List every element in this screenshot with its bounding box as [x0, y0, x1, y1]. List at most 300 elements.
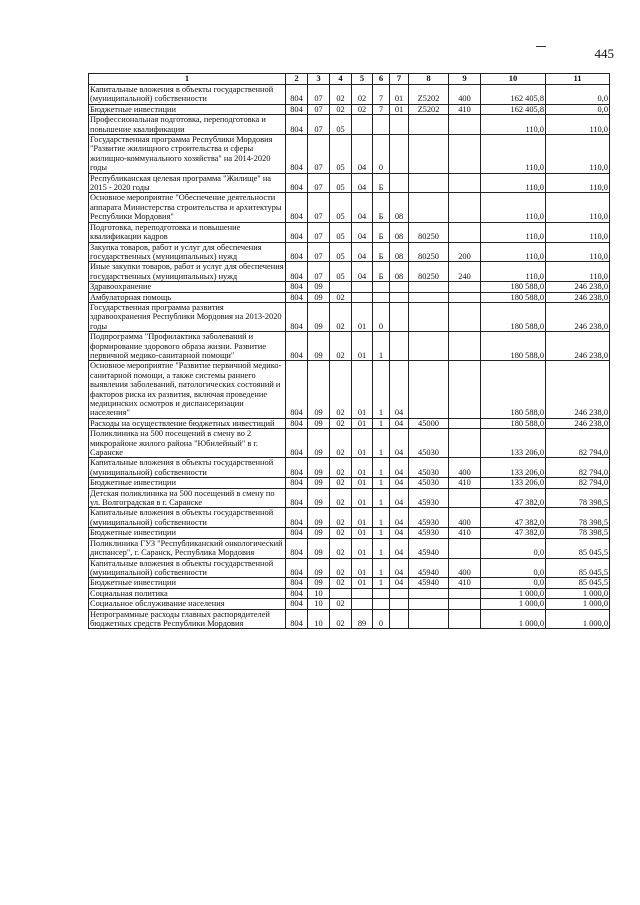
code-section-cell: 09: [308, 558, 330, 578]
code-section-cell: 09: [308, 528, 330, 538]
table-row: [89, 302, 610, 331]
header-cell: 10: [481, 74, 546, 85]
code-program-cell: 01: [352, 332, 373, 361]
table-row: [89, 558, 610, 578]
header-cell: 1: [89, 74, 286, 85]
amount-year-2-cell: 246 238,0: [546, 302, 610, 331]
code-event-cell: [390, 302, 409, 331]
table-row: [89, 193, 610, 222]
item-name-cell: Социальная политика: [89, 588, 286, 598]
table-row: [89, 588, 610, 598]
code-event-cell: 04: [390, 528, 409, 538]
code-program-cell: 01: [352, 478, 373, 488]
code-direction-cell: 45930: [409, 508, 449, 528]
code-ministry-cell: 804: [286, 599, 308, 609]
code-subprogram-cell: 1: [373, 558, 390, 578]
code-ministry-cell: 804: [286, 115, 308, 135]
item-name-cell: Расходы на осуществление бюджетных инвестиций: [89, 418, 286, 428]
code-event-cell: 04: [390, 361, 409, 418]
code-expense-type-cell: 410: [449, 478, 481, 488]
code-program-cell: 01: [352, 558, 373, 578]
code-section-cell: 09: [308, 578, 330, 588]
header-cell: 6: [373, 74, 390, 85]
code-ministry-cell: 804: [286, 588, 308, 598]
item-name-cell: Детская поликлиника на 500 посещений в смену по ул. Волгоградская в г. Саранске: [89, 488, 286, 508]
code-event-cell: [390, 332, 409, 361]
code-subprogram-cell: 1: [373, 332, 390, 361]
code-subsection-cell: 02: [330, 609, 352, 629]
code-subsection-cell: 02: [330, 528, 352, 538]
code-event-cell: 04: [390, 418, 409, 428]
code-program-cell: 01: [352, 508, 373, 528]
code-section-cell: 10: [308, 609, 330, 629]
code-expense-type-cell: [449, 292, 481, 302]
code-program-cell: [352, 115, 373, 135]
code-expense-type-cell: 400: [449, 85, 481, 105]
code-event-cell: 01: [390, 85, 409, 105]
code-subprogram-cell: [373, 282, 390, 292]
code-ministry-cell: 804: [286, 135, 308, 174]
code-expense-type-cell: [449, 609, 481, 629]
header-row: [89, 74, 610, 85]
item-name-cell: Капитальные вложения в объекты государственной (муниципальной) собственности: [89, 508, 286, 528]
code-direction-cell: 45940: [409, 578, 449, 588]
code-event-cell: 04: [390, 458, 409, 478]
amount-year-2-cell: 82 794,0: [546, 429, 610, 458]
code-subprogram-cell: 1: [373, 478, 390, 488]
code-program-cell: 01: [352, 458, 373, 478]
code-subsection-cell: 05: [330, 242, 352, 262]
code-direction-cell: [409, 173, 449, 193]
amount-year-2-cell: 110,0: [546, 135, 610, 174]
code-expense-type-cell: [449, 588, 481, 598]
code-subprogram-cell: [373, 599, 390, 609]
code-section-cell: 07: [308, 262, 330, 282]
table-row: [89, 332, 610, 361]
code-direction-cell: 45930: [409, 528, 449, 538]
amount-year-2-cell: 110,0: [546, 193, 610, 222]
amount-year-2-cell: 78 398,5: [546, 488, 610, 508]
item-name-cell: Основное мероприятие "Развитие первичной медико-санитарной помощи, а также системы раннего выявления заболеваний, патологических состояний и факторов риска их развития, включая проведение медицинских осмотров и диспансеризации населения": [89, 361, 286, 418]
table-row: [89, 528, 610, 538]
code-program-cell: [352, 588, 373, 598]
code-direction-cell: [409, 332, 449, 361]
item-name-cell: Поликлиника ГУЗ "Республиканский онкологический диспансер", г. Саранск, Республика Мордовия: [89, 538, 286, 558]
header-cell: 5: [352, 74, 373, 85]
code-expense-type-cell: 400: [449, 458, 481, 478]
amount-year-1-cell: 1 000,0: [481, 599, 546, 609]
code-direction-cell: [409, 292, 449, 302]
code-subprogram-cell: Б: [373, 173, 390, 193]
code-program-cell: 01: [352, 302, 373, 331]
top-dash-mark: [536, 46, 546, 47]
amount-year-1-cell: 0,0: [481, 558, 546, 578]
code-program-cell: [352, 292, 373, 302]
code-subprogram-cell: 7: [373, 104, 390, 114]
code-subprogram-cell: 7: [373, 85, 390, 105]
table-row: [89, 115, 610, 135]
code-direction-cell: [409, 135, 449, 174]
item-name-cell: Капитальные вложения в объекты государственной (муниципальной) собственности: [89, 558, 286, 578]
code-section-cell: 10: [308, 599, 330, 609]
code-expense-type-cell: 400: [449, 558, 481, 578]
amount-year-1-cell: 180 588,0: [481, 418, 546, 428]
item-name-cell: Бюджетные инвестиции: [89, 104, 286, 114]
code-subprogram-cell: Б: [373, 193, 390, 222]
amount-year-1-cell: 1 000,0: [481, 609, 546, 629]
code-expense-type-cell: [449, 135, 481, 174]
code-event-cell: 01: [390, 104, 409, 114]
code-direction-cell: 45000: [409, 418, 449, 428]
header-cell: 3: [308, 74, 330, 85]
amount-year-2-cell: 246 238,0: [546, 332, 610, 361]
table-row: [89, 361, 610, 418]
code-event-cell: [390, 599, 409, 609]
code-section-cell: 09: [308, 418, 330, 428]
code-expense-type-cell: 410: [449, 104, 481, 114]
item-name-cell: Подпрограмма "Профилактика заболеваний и формирование здорового образа жизни. Развитие первичной медико-санитарной помощи": [89, 332, 286, 361]
code-ministry-cell: 804: [286, 173, 308, 193]
code-expense-type-cell: [449, 282, 481, 292]
amount-year-1-cell: 1 000,0: [481, 588, 546, 598]
code-direction-cell: 80250: [409, 262, 449, 282]
table-body: [89, 85, 610, 629]
amount-year-1-cell: 110,0: [481, 222, 546, 242]
code-direction-cell: 45030: [409, 429, 449, 458]
amount-year-2-cell: 82 794,0: [546, 478, 610, 488]
code-subsection-cell: 02: [330, 429, 352, 458]
amount-year-1-cell: 133 206,0: [481, 478, 546, 488]
table-row: [89, 609, 610, 629]
code-expense-type-cell: [449, 538, 481, 558]
amount-year-1-cell: 180 588,0: [481, 302, 546, 331]
code-event-cell: [390, 135, 409, 174]
code-subsection-cell: 02: [330, 599, 352, 609]
code-subsection-cell: 02: [330, 578, 352, 588]
header-cell: 2: [286, 74, 308, 85]
code-program-cell: 01: [352, 418, 373, 428]
code-subsection-cell: 05: [330, 262, 352, 282]
code-section-cell: 09: [308, 361, 330, 418]
code-subsection-cell: 02: [330, 558, 352, 578]
code-expense-type-cell: 410: [449, 578, 481, 588]
amount-year-1-cell: 110,0: [481, 242, 546, 262]
code-subsection-cell: 02: [330, 332, 352, 361]
code-event-cell: 04: [390, 558, 409, 578]
table-row: [89, 222, 610, 242]
code-section-cell: 07: [308, 242, 330, 262]
header-cell: 7: [390, 74, 409, 85]
amount-year-1-cell: 0,0: [481, 538, 546, 558]
budget-table: [88, 73, 610, 629]
amount-year-1-cell: 110,0: [481, 115, 546, 135]
code-direction-cell: [409, 302, 449, 331]
table-row: [89, 599, 610, 609]
code-program-cell: 01: [352, 429, 373, 458]
item-name-cell: Профессиональная подготовка, переподготовка и повышение квалификации: [89, 115, 286, 135]
amount-year-1-cell: 110,0: [481, 173, 546, 193]
table-row: [89, 429, 610, 458]
code-section-cell: 09: [308, 538, 330, 558]
amount-year-1-cell: 180 588,0: [481, 282, 546, 292]
code-subsection-cell: 02: [330, 488, 352, 508]
amount-year-2-cell: 0,0: [546, 104, 610, 114]
item-name-cell: Непрограммные расходы главных распорядителей бюджетных средств Республики Мордовия: [89, 609, 286, 629]
code-subprogram-cell: 1: [373, 429, 390, 458]
code-expense-type-cell: [449, 332, 481, 361]
code-event-cell: [390, 609, 409, 629]
code-section-cell: 09: [308, 508, 330, 528]
code-event-cell: 04: [390, 478, 409, 488]
amount-year-2-cell: 1 000,0: [546, 588, 610, 598]
amount-year-2-cell: 110,0: [546, 115, 610, 135]
code-direction-cell: 45030: [409, 478, 449, 488]
code-expense-type-cell: [449, 599, 481, 609]
table-row: [89, 458, 610, 478]
code-direction-cell: Z5202: [409, 85, 449, 105]
amount-year-2-cell: 110,0: [546, 222, 610, 242]
code-section-cell: 10: [308, 588, 330, 598]
code-event-cell: 04: [390, 429, 409, 458]
code-ministry-cell: 804: [286, 538, 308, 558]
item-name-cell: Подготовка, переподготовка и повышение квалификации кадров: [89, 222, 286, 242]
code-program-cell: [352, 282, 373, 292]
item-name-cell: Республиканская целевая программа "Жилище" на 2015 - 2020 годы: [89, 173, 286, 193]
code-subsection-cell: 02: [330, 104, 352, 114]
code-expense-type-cell: [449, 302, 481, 331]
code-ministry-cell: 804: [286, 332, 308, 361]
code-subprogram-cell: 1: [373, 418, 390, 428]
code-subsection-cell: 02: [330, 538, 352, 558]
code-direction-cell: 45940: [409, 558, 449, 578]
code-expense-type-cell: 200: [449, 242, 481, 262]
code-ministry-cell: 804: [286, 302, 308, 331]
item-name-cell: Амбулаторная помощь: [89, 292, 286, 302]
code-subsection-cell: 05: [330, 193, 352, 222]
amount-year-1-cell: 180 588,0: [481, 332, 546, 361]
header-cell: 11: [546, 74, 610, 85]
item-name-cell: Бюджетные инвестиции: [89, 528, 286, 538]
code-subsection-cell: 05: [330, 135, 352, 174]
code-ministry-cell: 804: [286, 478, 308, 488]
code-subprogram-cell: [373, 115, 390, 135]
code-subsection-cell: [330, 282, 352, 292]
code-event-cell: [390, 588, 409, 598]
code-program-cell: 01: [352, 488, 373, 508]
code-program-cell: 02: [352, 85, 373, 105]
item-name-cell: Социальное обслуживание населения: [89, 599, 286, 609]
code-program-cell: 01: [352, 578, 373, 588]
code-event-cell: 04: [390, 538, 409, 558]
amount-year-2-cell: 110,0: [546, 262, 610, 282]
code-expense-type-cell: [449, 222, 481, 242]
table-row: [89, 282, 610, 292]
amount-year-1-cell: 133 206,0: [481, 458, 546, 478]
table-row: [89, 262, 610, 282]
code-ministry-cell: 804: [286, 85, 308, 105]
code-section-cell: 07: [308, 104, 330, 114]
code-expense-type-cell: [449, 361, 481, 418]
code-event-cell: 08: [390, 193, 409, 222]
code-direction-cell: [409, 609, 449, 629]
code-direction-cell: [409, 193, 449, 222]
table-row: [89, 418, 610, 428]
code-program-cell: 01: [352, 538, 373, 558]
amount-year-1-cell: 0,0: [481, 578, 546, 588]
item-name-cell: Государственная программа Республики Мордовия "Развитие жилищного строительства и сферы жилищно-коммунального хозяйства" на 2014-2020 годы: [89, 135, 286, 174]
code-section-cell: 09: [308, 488, 330, 508]
code-section-cell: 07: [308, 135, 330, 174]
amount-year-2-cell: 246 238,0: [546, 282, 610, 292]
item-name-cell: Основное мероприятие "Обеспечение деятельности аппарата Министерства строительства и архитектуры Республики Мордовия": [89, 193, 286, 222]
code-program-cell: 89: [352, 609, 373, 629]
code-expense-type-cell: [449, 193, 481, 222]
code-section-cell: 07: [308, 193, 330, 222]
code-subprogram-cell: 0: [373, 135, 390, 174]
code-direction-cell: Z5202: [409, 104, 449, 114]
amount-year-2-cell: 78 398,5: [546, 528, 610, 538]
code-section-cell: 07: [308, 115, 330, 135]
code-subprogram-cell: 0: [373, 302, 390, 331]
code-subprogram-cell: [373, 588, 390, 598]
code-ministry-cell: 804: [286, 292, 308, 302]
code-direction-cell: [409, 588, 449, 598]
code-subsection-cell: 02: [330, 508, 352, 528]
item-name-cell: Капитальные вложения в объекты государственной (муниципальной) собственности: [89, 85, 286, 105]
code-subprogram-cell: Б: [373, 242, 390, 262]
amount-year-2-cell: 246 238,0: [546, 418, 610, 428]
code-event-cell: [390, 282, 409, 292]
code-subsection-cell: 02: [330, 302, 352, 331]
code-section-cell: 09: [308, 429, 330, 458]
code-subprogram-cell: Б: [373, 222, 390, 242]
code-direction-cell: [409, 115, 449, 135]
amount-year-2-cell: 85 045,5: [546, 578, 610, 588]
code-subsection-cell: 02: [330, 292, 352, 302]
code-expense-type-cell: [449, 115, 481, 135]
item-name-cell: Закупка товаров, работ и услуг для обеспечения государственных (муниципальных) нужд: [89, 242, 286, 262]
code-section-cell: 09: [308, 332, 330, 361]
code-ministry-cell: 804: [286, 609, 308, 629]
header-cell: 8: [409, 74, 449, 85]
amount-year-1-cell: 47 382,0: [481, 488, 546, 508]
code-subsection-cell: 02: [330, 418, 352, 428]
code-ministry-cell: 804: [286, 262, 308, 282]
code-program-cell: 01: [352, 361, 373, 418]
amount-year-1-cell: 47 382,0: [481, 528, 546, 538]
amount-year-1-cell: 133 206,0: [481, 429, 546, 458]
code-program-cell: 04: [352, 173, 373, 193]
code-program-cell: 01: [352, 528, 373, 538]
code-ministry-cell: 804: [286, 104, 308, 114]
code-subsection-cell: 02: [330, 478, 352, 488]
code-ministry-cell: 804: [286, 488, 308, 508]
code-event-cell: [390, 292, 409, 302]
amount-year-2-cell: 110,0: [546, 242, 610, 262]
code-event-cell: 08: [390, 222, 409, 242]
header-cell: 4: [330, 74, 352, 85]
code-ministry-cell: 804: [286, 361, 308, 418]
item-name-cell: Государственная программа развития здравоохранения Республики Мордовия на 2013-2020 годы: [89, 302, 286, 331]
amount-year-1-cell: 47 382,0: [481, 508, 546, 528]
code-expense-type-cell: [449, 418, 481, 428]
code-program-cell: 04: [352, 193, 373, 222]
code-direction-cell: [409, 361, 449, 418]
amount-year-2-cell: 82 794,0: [546, 458, 610, 478]
code-direction-cell: 45930: [409, 488, 449, 508]
code-expense-type-cell: [449, 488, 481, 508]
code-expense-type-cell: [449, 173, 481, 193]
code-direction-cell: [409, 599, 449, 609]
code-section-cell: 09: [308, 458, 330, 478]
code-event-cell: 04: [390, 488, 409, 508]
table-row: [89, 488, 610, 508]
code-event-cell: 08: [390, 242, 409, 262]
table-row: [89, 104, 610, 114]
item-name-cell: Здравоохранение: [89, 282, 286, 292]
item-name-cell: Бюджетные инвестиции: [89, 478, 286, 488]
code-section-cell: 07: [308, 173, 330, 193]
table-row: [89, 242, 610, 262]
table-row: [89, 538, 610, 558]
page-number: 445: [594, 46, 614, 61]
code-ministry-cell: 804: [286, 458, 308, 478]
table-row: [89, 292, 610, 302]
code-direction-cell: 45030: [409, 458, 449, 478]
code-subsection-cell: 05: [330, 173, 352, 193]
code-ministry-cell: 804: [286, 558, 308, 578]
code-ministry-cell: 804: [286, 242, 308, 262]
code-subprogram-cell: 1: [373, 528, 390, 538]
amount-year-2-cell: 246 238,0: [546, 361, 610, 418]
header-cell: 9: [449, 74, 481, 85]
code-program-cell: 04: [352, 222, 373, 242]
code-direction-cell: 80250: [409, 222, 449, 242]
code-event-cell: 04: [390, 578, 409, 588]
amount-year-1-cell: 162 405,8: [481, 85, 546, 105]
amount-year-2-cell: 110,0: [546, 173, 610, 193]
amount-year-1-cell: 110,0: [481, 262, 546, 282]
amount-year-2-cell: 246 238,0: [546, 292, 610, 302]
table-row: [89, 85, 610, 105]
code-section-cell: 09: [308, 282, 330, 292]
code-subprogram-cell: [373, 292, 390, 302]
code-subprogram-cell: 1: [373, 458, 390, 478]
table-row: [89, 135, 610, 174]
code-expense-type-cell: 410: [449, 528, 481, 538]
code-ministry-cell: 804: [286, 528, 308, 538]
code-subsection-cell: 02: [330, 458, 352, 478]
amount-year-2-cell: 1 000,0: [546, 609, 610, 629]
code-subprogram-cell: 1: [373, 578, 390, 588]
code-event-cell: [390, 115, 409, 135]
amount-year-1-cell: 180 588,0: [481, 292, 546, 302]
code-program-cell: 04: [352, 262, 373, 282]
item-name-cell: Капитальные вложения в объекты государственной (муниципальной) собственности: [89, 458, 286, 478]
code-ministry-cell: 804: [286, 282, 308, 292]
code-subprogram-cell: 0: [373, 609, 390, 629]
code-ministry-cell: 804: [286, 578, 308, 588]
amount-year-1-cell: 110,0: [481, 193, 546, 222]
table-row: [89, 173, 610, 193]
amount-year-2-cell: 85 045,5: [546, 558, 610, 578]
code-subsection-cell: 05: [330, 115, 352, 135]
code-expense-type-cell: 240: [449, 262, 481, 282]
code-expense-type-cell: [449, 429, 481, 458]
code-event-cell: [390, 173, 409, 193]
code-section-cell: 09: [308, 478, 330, 488]
code-direction-cell: 45940: [409, 538, 449, 558]
